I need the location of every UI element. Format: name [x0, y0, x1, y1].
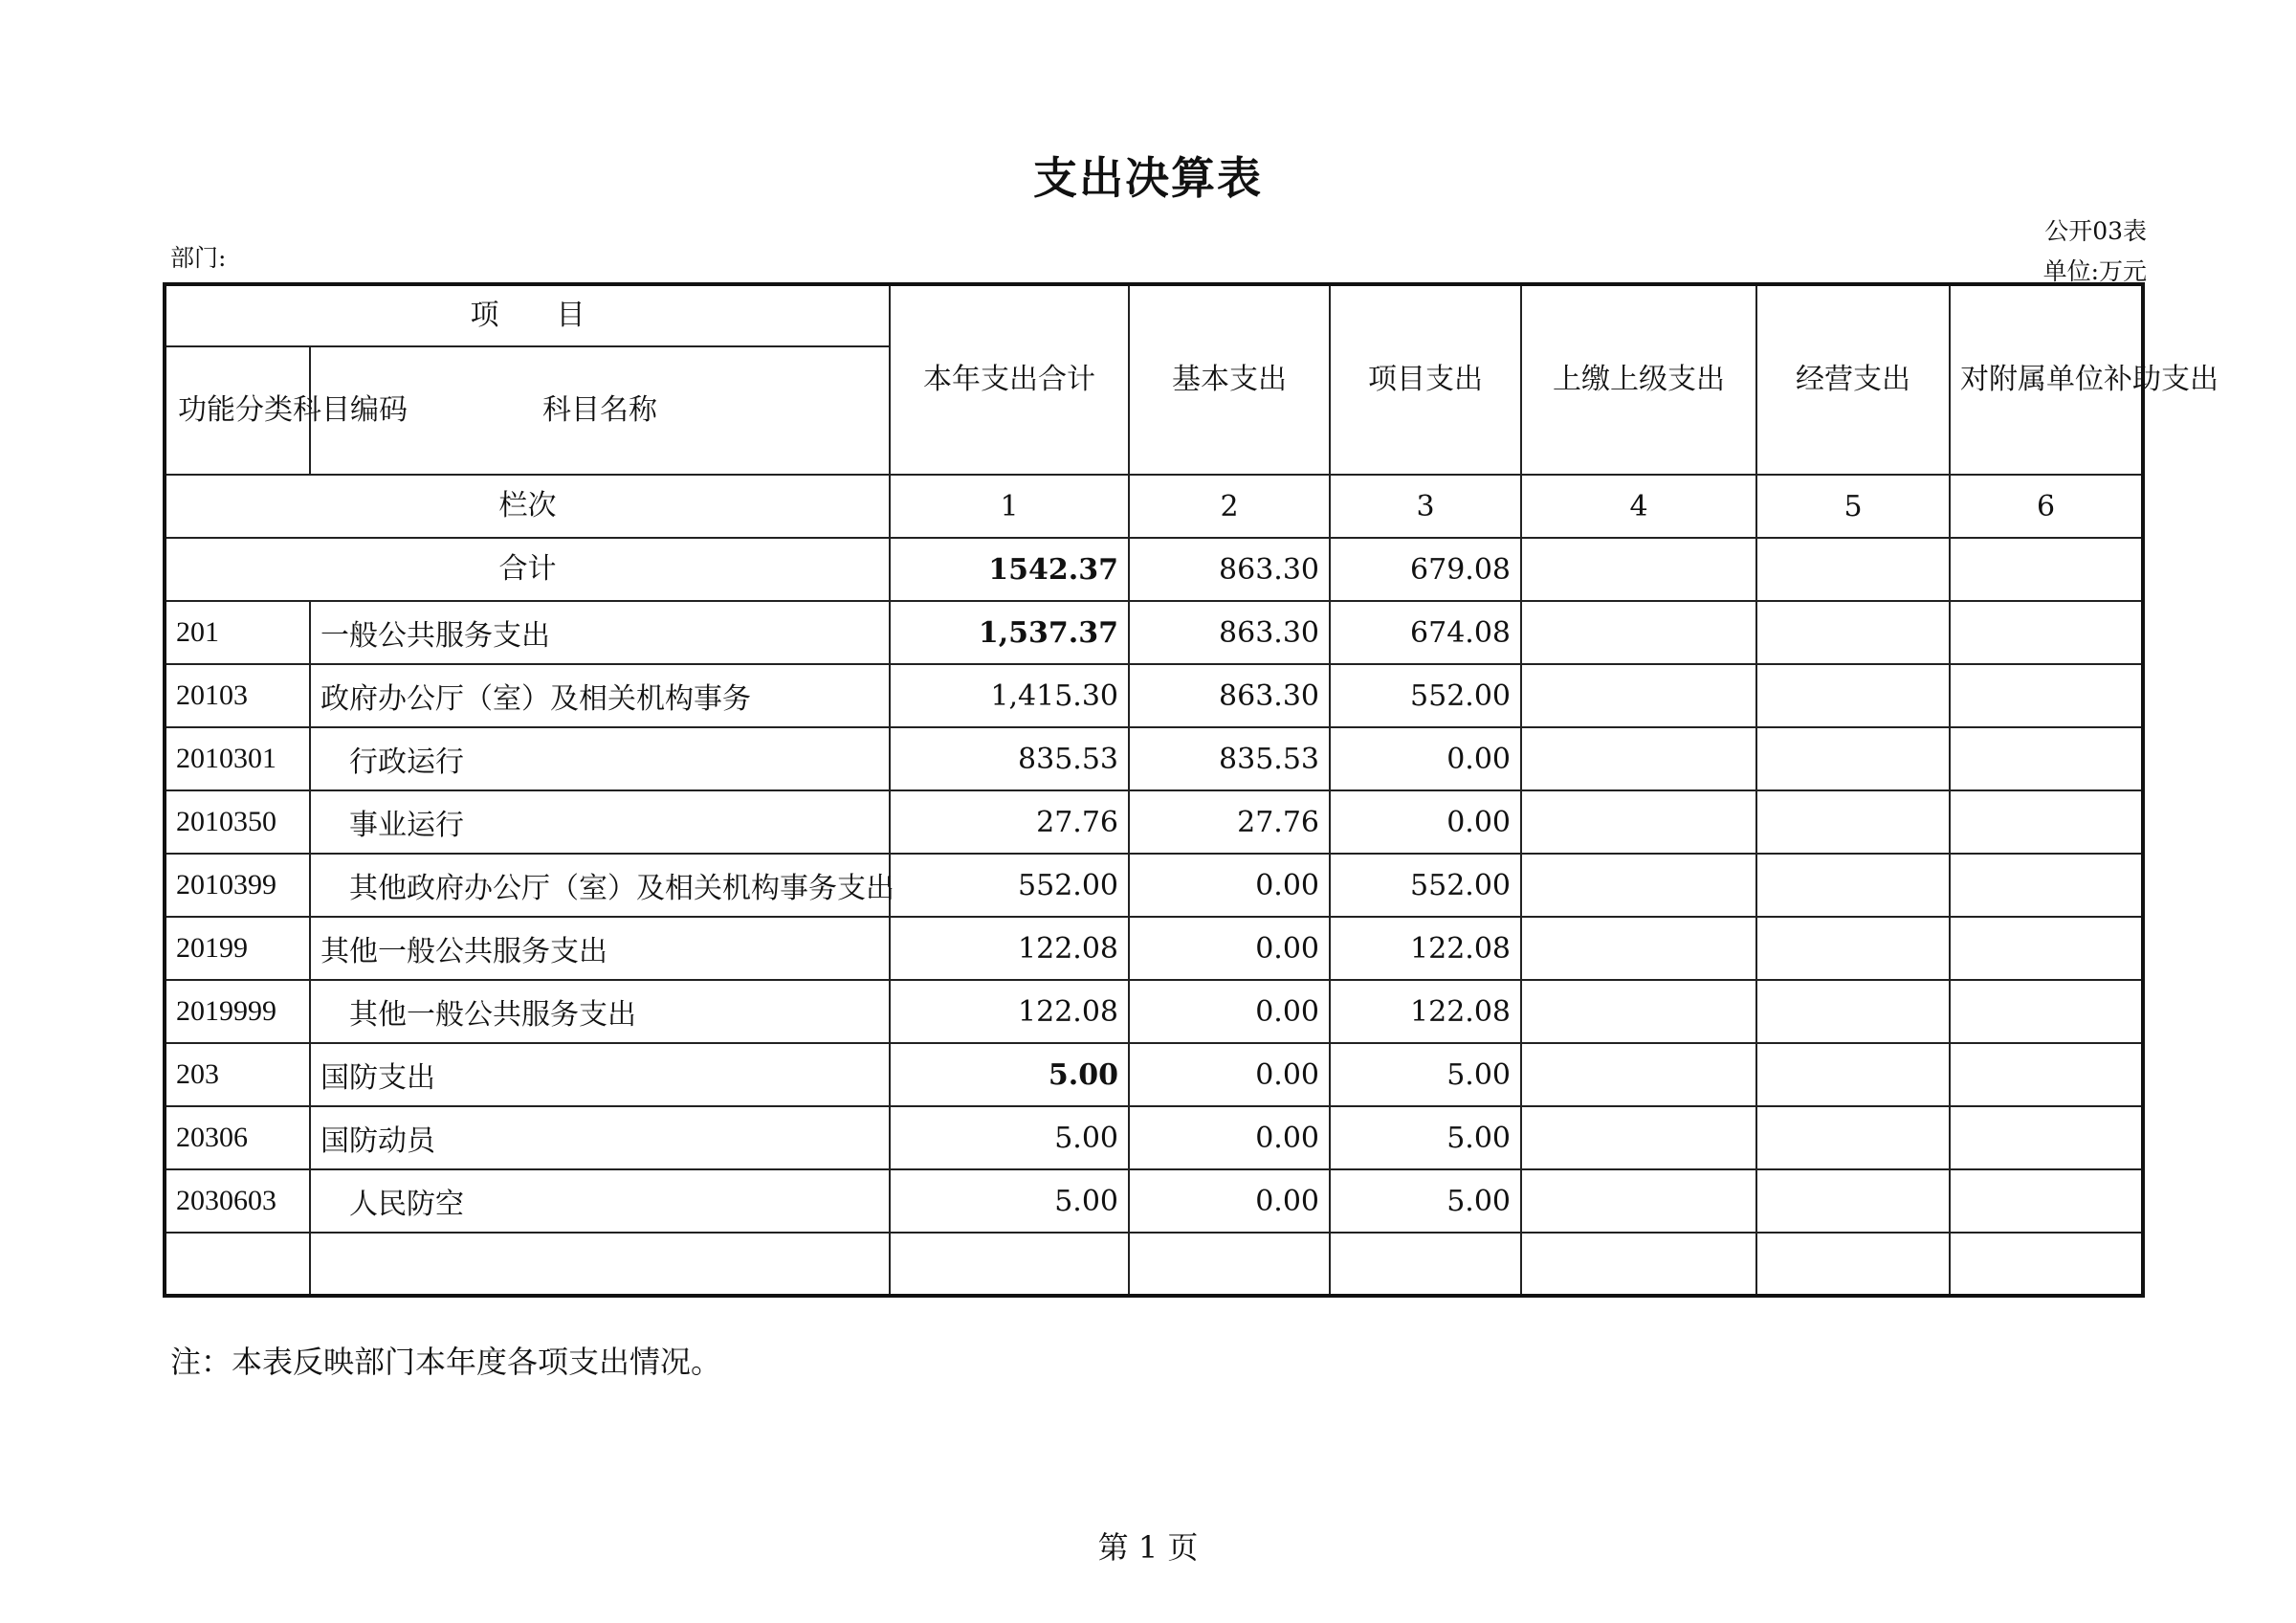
table-row — [165, 917, 2143, 980]
subject-code: 2010399 — [165, 854, 310, 917]
table-row — [165, 664, 2143, 727]
amount-cell: 122.08 — [890, 980, 1129, 1043]
subject-name: 事业运行 — [310, 790, 890, 854]
col-number: 4 — [1521, 475, 1756, 538]
table-row — [165, 1106, 2143, 1169]
subject-name — [310, 1233, 890, 1296]
table-row — [165, 1233, 2143, 1296]
table-row — [165, 854, 2143, 917]
subject-code: 201 — [165, 601, 310, 664]
table-row — [165, 790, 2143, 854]
col-seq-label: 栏次 — [165, 475, 890, 538]
unit-label: 单位:万元 — [2042, 257, 2147, 285]
amount-cell: 0.00 — [1330, 790, 1521, 854]
subject-name: 其他一般公共服务支出 — [310, 917, 890, 980]
amount-cell — [1756, 1169, 1950, 1233]
amount-cell — [1330, 1233, 1521, 1296]
subject-code: 2030603 — [165, 1169, 310, 1233]
col-number: 1 — [890, 475, 1129, 538]
expenditure-table — [163, 282, 2219, 1298]
amount-cell — [1756, 664, 1950, 727]
amount-cell: 0.00 — [1129, 980, 1330, 1043]
subject-code: 2010301 — [165, 727, 310, 790]
amount-cell — [1756, 854, 1950, 917]
total-value — [1950, 538, 2143, 601]
amount-cell: 0.00 — [1129, 854, 1330, 917]
amount-cell — [1950, 1169, 2143, 1233]
table-row — [165, 1169, 2143, 1233]
col-header-4: 上缴上级支出 — [1521, 284, 1756, 475]
amount-cell: 0.00 — [1129, 917, 1330, 980]
subject-code — [165, 1233, 310, 1296]
amount-cell: 27.76 — [890, 790, 1129, 854]
amount-cell — [1756, 601, 1950, 664]
table-row — [165, 601, 2143, 664]
amount-cell — [1756, 790, 1950, 854]
subject-code: 20306 — [165, 1106, 310, 1169]
amount-cell: 863.30 — [1129, 664, 1330, 727]
amount-cell — [1521, 1169, 1756, 1233]
subject-code: 20199 — [165, 917, 310, 980]
amount-cell: 1,537.37 — [890, 601, 1129, 664]
total-value: 863.30 — [1129, 538, 1330, 601]
amount-cell: 5.00 — [890, 1043, 1129, 1106]
subject-code: 2019999 — [165, 980, 310, 1043]
col-header-3: 项目支出 — [1330, 284, 1521, 475]
amount-cell — [1950, 1043, 2143, 1106]
amount-cell: 5.00 — [1330, 1106, 1521, 1169]
form-number: 公开03表 — [2044, 217, 2147, 245]
subject-code: 203 — [165, 1043, 310, 1106]
amount-cell — [1950, 727, 2143, 790]
amount-cell — [1756, 917, 1950, 980]
amount-cell — [890, 1233, 1129, 1296]
amount-cell: 863.30 — [1129, 601, 1330, 664]
amount-cell — [1950, 1233, 2143, 1296]
subject-code: 20103 — [165, 664, 310, 727]
amount-cell — [1950, 664, 2143, 727]
code-header: 功能分类科目编码 — [165, 346, 310, 475]
amount-cell: 5.00 — [1330, 1169, 1521, 1233]
col-header-5: 经营支出 — [1756, 284, 1950, 475]
amount-cell — [1756, 727, 1950, 790]
amount-cell: 5.00 — [1330, 1043, 1521, 1106]
total-value — [1756, 538, 1950, 601]
col-header-6: 对附属单位补助支出 — [1950, 284, 2143, 475]
subject-name: 国防支出 — [310, 1043, 890, 1106]
amount-cell: 5.00 — [890, 1169, 1129, 1233]
col-header-1: 本年支出合计 — [890, 284, 1129, 475]
amount-cell: 835.53 — [1129, 727, 1330, 790]
subject-name: 其他一般公共服务支出 — [310, 980, 890, 1043]
subject-name: 政府办公厅（室）及相关机构事务 — [310, 664, 890, 727]
amount-cell: 122.08 — [890, 917, 1129, 980]
amount-cell: 552.00 — [890, 854, 1129, 917]
total-value: 1542.37 — [890, 538, 1129, 601]
amount-cell — [1521, 917, 1756, 980]
amount-cell: 0.00 — [1129, 1106, 1330, 1169]
total-label: 合计 — [165, 538, 890, 601]
amount-cell: 674.08 — [1330, 601, 1521, 664]
name-header: 科目名称 — [310, 346, 890, 475]
amount-cell — [1756, 1233, 1950, 1296]
amount-cell — [1756, 1106, 1950, 1169]
table-row — [165, 980, 2143, 1043]
amount-cell: 27.76 — [1129, 790, 1330, 854]
page-number: 第 1 页 — [1097, 1529, 1199, 1566]
total-value — [1521, 538, 1756, 601]
amount-cell — [1521, 727, 1756, 790]
amount-cell: 122.08 — [1330, 980, 1521, 1043]
amount-cell: 5.00 — [890, 1106, 1129, 1169]
amount-cell: 0.00 — [1129, 1043, 1330, 1106]
col-number: 5 — [1756, 475, 1950, 538]
amount-cell: 552.00 — [1330, 664, 1521, 727]
col-number: 2 — [1129, 475, 1330, 538]
amount-cell: 1,415.30 — [890, 664, 1129, 727]
amount-cell — [1950, 917, 2143, 980]
total-row — [165, 538, 2143, 601]
subject-name: 一般公共服务支出 — [310, 601, 890, 664]
table-row — [165, 1043, 2143, 1106]
amount-cell: 835.53 — [890, 727, 1129, 790]
amount-cell — [1950, 980, 2143, 1043]
amount-cell — [1521, 1233, 1756, 1296]
table-row — [165, 727, 2143, 790]
amount-cell — [1756, 1043, 1950, 1106]
subject-name: 其他政府办公厅（室）及相关机构事务支出 — [310, 854, 890, 917]
amount-cell: 122.08 — [1330, 917, 1521, 980]
amount-cell — [1756, 980, 1950, 1043]
col-number: 3 — [1330, 475, 1521, 538]
page-title: 支出决算表 — [1033, 152, 1263, 204]
amount-cell — [1521, 854, 1756, 917]
amount-cell — [1521, 1043, 1756, 1106]
amount-cell — [1521, 790, 1756, 854]
table-note: 注：本表反映部门本年度各项支出情况。 — [170, 1344, 722, 1380]
subject-name: 国防动员 — [310, 1106, 890, 1169]
amount-cell — [1521, 601, 1756, 664]
amount-cell: 0.00 — [1330, 727, 1521, 790]
amount-cell — [1521, 664, 1756, 727]
amount-cell — [1521, 1106, 1756, 1169]
subject-name: 行政运行 — [310, 727, 890, 790]
amount-cell — [1950, 790, 2143, 854]
col-number: 6 — [1950, 475, 2143, 538]
amount-cell: 0.00 — [1129, 1169, 1330, 1233]
amount-cell — [1950, 854, 2143, 917]
subject-code: 2010350 — [165, 790, 310, 854]
department-label: 部门: — [170, 244, 227, 272]
item-header: 项 目 — [165, 284, 890, 346]
amount-cell — [1950, 601, 2143, 664]
subject-name: 人民防空 — [310, 1169, 890, 1233]
amount-cell: 552.00 — [1330, 854, 1521, 917]
col-header-2: 基本支出 — [1129, 284, 1330, 475]
total-value: 679.08 — [1330, 538, 1521, 601]
amount-cell — [1129, 1233, 1330, 1296]
amount-cell — [1950, 1106, 2143, 1169]
amount-cell — [1521, 980, 1756, 1043]
